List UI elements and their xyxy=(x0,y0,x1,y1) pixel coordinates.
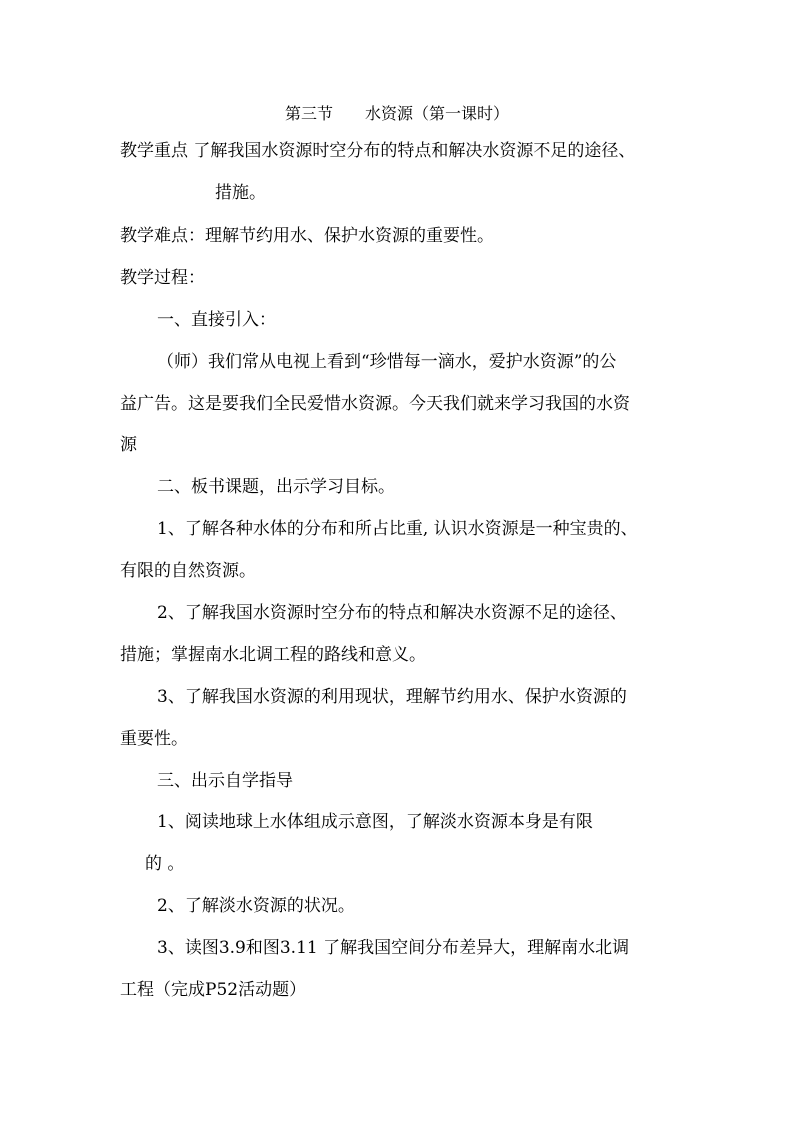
section-2-item-2-line-1: 2、了解我国水资源时空分布的特点和解决水资源不足的途径、 xyxy=(157,603,627,623)
section-2-item-3-line-2: 重要性。 xyxy=(120,729,188,749)
section-1-paragraph-line-1: （师）我们常从电视上看到“珍惜每一滴水，爱护水资源”的公 xyxy=(157,352,617,372)
section-2-item-2-line-2: 措施；掌握南水北调工程的路线和意义。 xyxy=(120,645,426,665)
section-1-paragraph-line-3: 源 xyxy=(120,435,137,455)
section-2-item-1-line-2: 有限的自然资源。 xyxy=(120,561,256,581)
section-3-item-1-line-1: 1、阅读地球上水体组成示意图，了解淡水资源本身是有限 xyxy=(157,812,593,832)
key-point-line-1: 教学重点 了解我国水资源时空分布的特点和解决水资源不足的途径、 xyxy=(120,141,636,161)
process-label: 教学过程： xyxy=(120,268,205,288)
key-point-line-2: 措施。 xyxy=(215,183,266,203)
section-3-heading: 三、出示自学指导 xyxy=(157,771,293,791)
section-1-heading: 一、直接引入： xyxy=(157,310,276,330)
section-3-item-2: 2、了解淡水资源的状况。 xyxy=(157,896,355,916)
section-3-item-1-line-2: 的 。 xyxy=(145,854,185,874)
section-3-item-3-line-1: 3、读图3.9和图3.11 了解我国空间分布差异大，理解南水北调 xyxy=(157,938,630,958)
section-2-item-3-line-1: 3、了解我国水资源的利用现状，理解节约用水、保护水资源的 xyxy=(157,687,627,707)
section-2-heading: 二、板书课题，出示学习目标。 xyxy=(157,477,395,497)
section-3-item-3-line-2: 工程（完成P52活动题） xyxy=(120,980,307,1000)
section-1-paragraph-line-2: 益广告。这是要我们全民爱惜水资源。今天我们就来学习我国的水资 xyxy=(120,394,630,414)
section-2-item-1-line-1: 1、了解各种水体的分布和所占比重, 认识水资源是一种宝贵的、 xyxy=(157,519,638,539)
difficulty-text: 教学难点：理解节约用水、保护水资源的重要性。 xyxy=(120,226,494,246)
lesson-title: 第三节 水资源（第一课时） xyxy=(284,104,509,123)
